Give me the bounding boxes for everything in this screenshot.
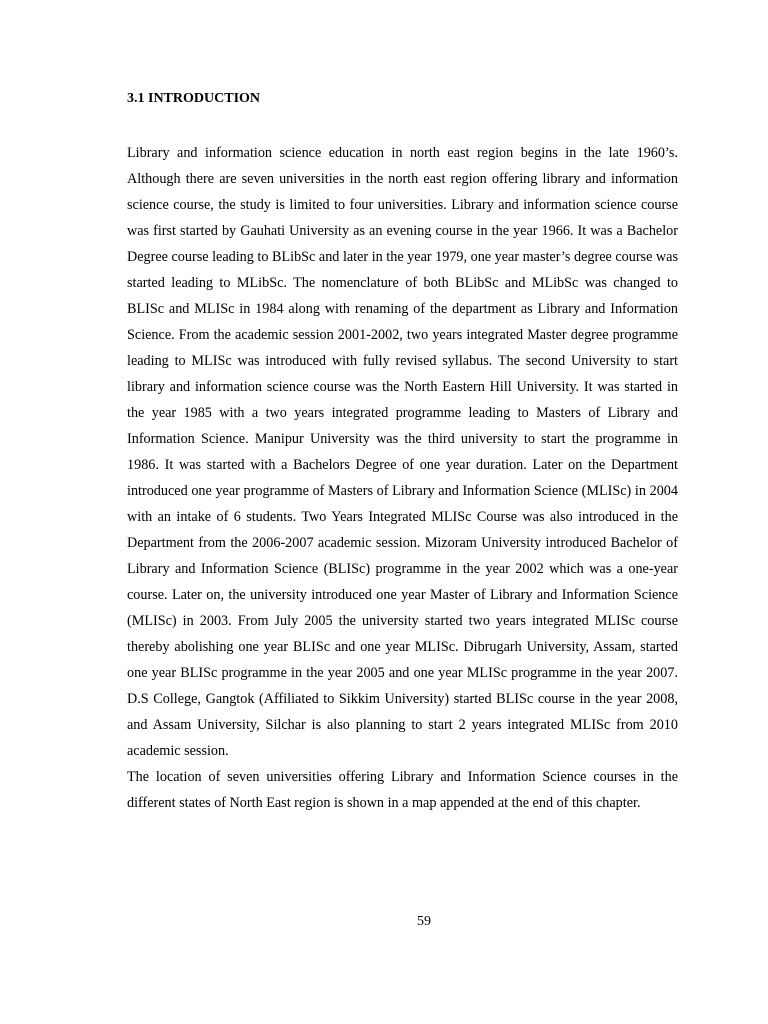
body-text (127, 140, 678, 816)
paragraph-introduction: Library and information science education in north east region begins in the late 1960’s. Although there are seven universities in the north east region offering library and information science course, the study is limited to four universities. Library and information science course was first started by Gauhati University as an evening course in the year 1966. It was a Bachelor Degree course leading to BLibSc and later in the year 1979, one year master’s degree course was started leading to MLibSc. The nomenclature of both BLibSc and MLibSc was changed to BLISc and MLISc in 1984 along with renaming of the department as Library and Information Science. From the academic session 2001-2002, two years integrated Master degree programme leading to MLISc was introduced with fully revised syllabus. The second University to start library and information science course was the North Eastern Hill University. It was started in the year 1985 with a two years integrated programme leading to Masters of Library and Information Science. Manipur University was the third university to start the programme in 1986. It was started with a Bachelors Degree of one year duration. Later on the Department introduced one year programme of Masters of Library and Information Science (MLISc) in 2004 with an intake of 6 students. Two Years Integrated MLISc Course was also introduced in the Department from the 2006-2007 academic session. Mizoram University introduced Bachelor of Library and Information Science (BLISc) programme in the year 2002 which was a one-year course. Later on, the university introduced one year Master of Library and Information Science (MLISc) in 2003. From July 2005 the university started two years integrated MLISc course thereby abolishing one year BLISc and one year MLISc. Dibrugarh University, Assam, started one year BLISc programme in the year 2005 and one year MLISc programme in the year 2007. D.S College, Gangtok (Affiliated to Sikkim University) started BLISc course in the year 2008, and Assam University, Silchar is also planning to start 2 years integrated MLISc from 2010 academic session. (127, 145, 678, 759)
paragraph-map-note: The location of seven universities offering Library and Information Science courses in the different states of North East region is shown in a map appended at the end of this chapter. (127, 769, 678, 811)
section-heading: 3.1 INTRODUCTION (127, 91, 261, 106)
page-number: 59 (417, 914, 431, 929)
